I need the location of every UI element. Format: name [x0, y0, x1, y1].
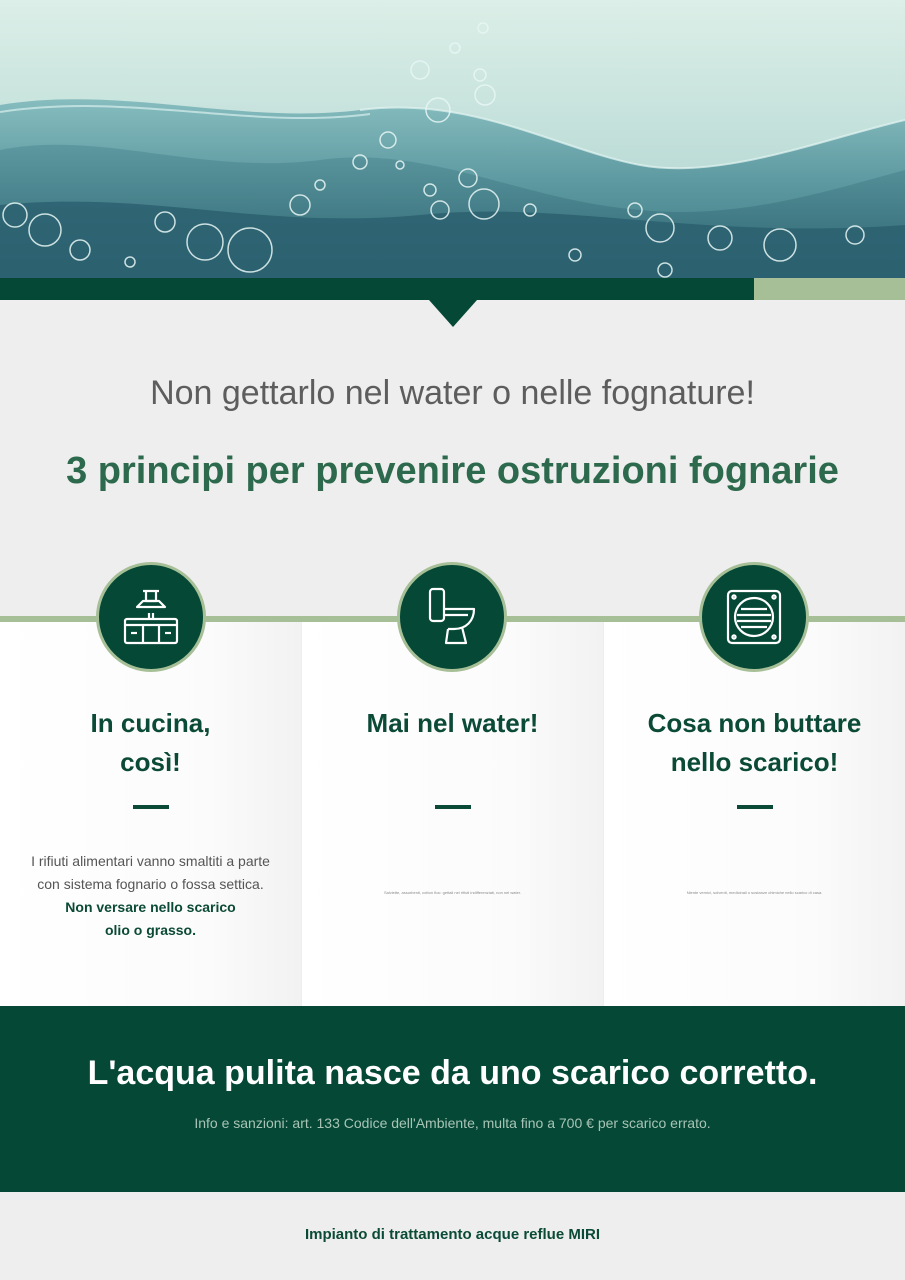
toilet-dash	[435, 805, 471, 809]
kitchen-card-title	[0, 704, 301, 782]
card-toilet	[302, 622, 603, 1006]
toilet-card-title	[302, 704, 603, 743]
toilet-small-text: Salviette, assorbenti, cotton fioc: gettali nei rifiuti indifferenziati, non nel water.	[383, 890, 522, 895]
kitchen-body-line2: con sistema fognario o fossa settica.	[37, 876, 264, 892]
accent-bar-light	[754, 278, 905, 300]
drain-title-line2: nello scarico!	[670, 747, 839, 777]
card-drain	[604, 622, 905, 1006]
kitchen-body-line1: I rifiuti alimentari vanno smaltiti a parte	[31, 853, 270, 869]
drain-small-text: Niente vernici, solventi, medicinali o sostanze chimiche nello scarico di casa.	[686, 890, 823, 895]
plant-name: Impianto di trattamento acque reflue MIRI	[304, 1226, 601, 1243]
drain-icon-badge	[699, 562, 809, 672]
toilet-icon-badge	[397, 562, 507, 672]
footer-info: Info e sanzioni: art. 133 Codice dell'Ambiente, multa fino a 700 € per scarico errato.	[194, 1115, 711, 1131]
page-subtitle: Non gettarlo nel water o nelle fognature!	[150, 374, 755, 412]
drain-title-line1: Cosa non buttare	[647, 708, 862, 738]
toilet-title-line1: Mai nel water!	[366, 708, 539, 738]
pointer-triangle	[429, 300, 477, 327]
accent-bar-dark	[0, 278, 754, 300]
kitchen-icon-badge	[96, 562, 206, 672]
drain-dash	[737, 805, 773, 809]
kitchen-title-line1: In cucina,	[90, 708, 211, 738]
hero-water-image	[0, 0, 905, 278]
page-title: 3 principi per prevenire ostruzioni fognarie	[66, 450, 839, 492]
drain-icon	[722, 585, 786, 649]
kitchen-dash	[133, 805, 169, 809]
kitchen-body-strong2: olio o grasso.	[104, 922, 196, 938]
kitchen-title-line2: così!	[120, 747, 181, 777]
kitchen-body-strong1: Non versare nello scarico	[65, 899, 236, 915]
footer-slogan: L'acqua pulita nasce da uno scarico corretto.	[87, 1054, 818, 1092]
kitchen-icon	[119, 585, 183, 649]
accent-bar	[0, 278, 905, 300]
footer-band	[0, 1006, 905, 1192]
drain-card-title	[604, 704, 905, 782]
toilet-icon	[420, 585, 484, 649]
kitchen-card-body	[0, 850, 301, 942]
card-kitchen	[0, 622, 301, 1006]
